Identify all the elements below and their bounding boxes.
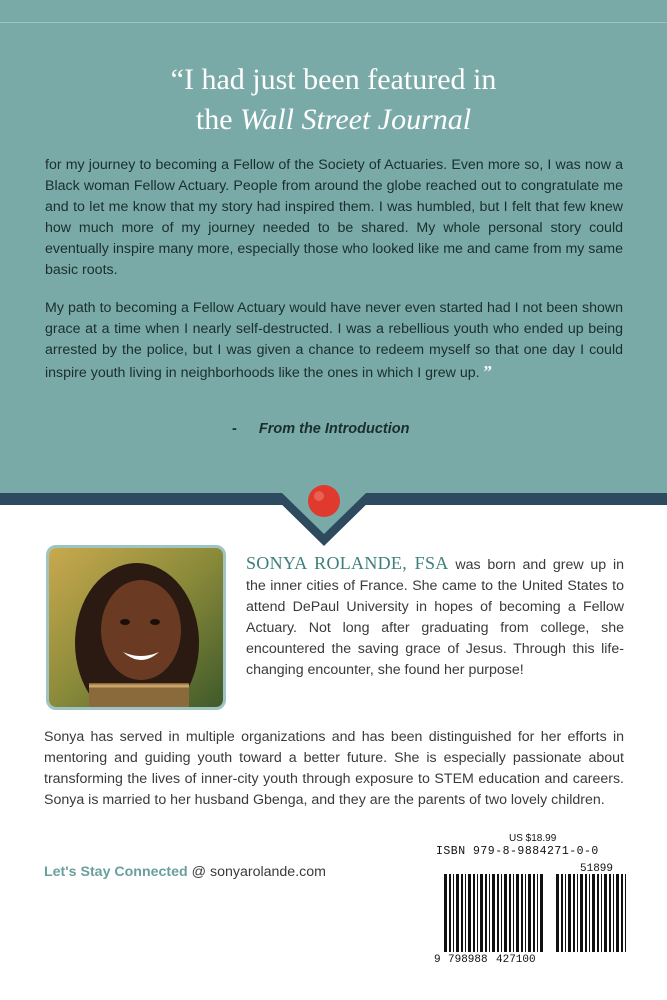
headline-journal: Wall Street Journal (240, 103, 472, 136)
barcode-bar (589, 874, 590, 952)
connect-line (44, 864, 326, 880)
barcode-bar (453, 874, 454, 952)
ean-left-digits: 798988 (448, 954, 488, 966)
barcode-bar (568, 874, 571, 952)
barcode-bar (621, 874, 623, 952)
ean-bars (444, 874, 543, 952)
author-bio-text: was born and grew up in the inner cities of France. She came to the United States to attend DePaul University in hopes of becoming a Fellow Actuary. Not long after graduating from college, she encountered the saving grace of Jesus. Through this life-changing encounter, she found her purpose! (246, 557, 624, 678)
red-dot-highlight (314, 491, 324, 501)
barcode-bar (504, 874, 507, 952)
barcode-bar (492, 874, 495, 952)
quote-paragraph-1: for my journey to becoming a Fellow of the Society of Actuaries. Even more so, I was now a Black woman Fellow Actuary. People from around the globe reached out to congratulate me and to let me know that my story had inspired them. I was humbled, but I felt that few knew how much more of my journey needed to be shared. My whole personal story could eventually inspire many more, especially those who looked like me and came from my same basic roots. (45, 157, 624, 278)
barcode-bar (556, 874, 559, 952)
top-rule (0, 22, 667, 23)
headline-line1: I had just been featured in (183, 63, 497, 96)
author-bio-2: Sonya has served in multiple organizations and has been distinguished for her efforts in mentoring and guiding youth toward a better future. She is especially passionate about transforming the lives of inner-city youth through exposure to STEM education and careers. Sonya is married to her husband Gbenga, and they are the parents of two lovely children. (44, 729, 624, 808)
barcode-bar (521, 874, 523, 952)
open-quote-mark: “ (170, 63, 184, 96)
quote-source (232, 421, 409, 437)
barcode-bar (468, 874, 471, 952)
author-name: SONYA ROLANDE, FSA (246, 553, 449, 573)
barcode-bar (616, 874, 619, 952)
source-dash: - (232, 421, 237, 437)
barcode-bar (489, 874, 490, 952)
barcode-bar (537, 874, 538, 952)
barcode-bar (485, 874, 487, 952)
barcode-bar (461, 874, 463, 952)
quote-paragraph-2 (45, 298, 623, 384)
barcode-bar (497, 874, 499, 952)
barcode-bar (480, 874, 483, 952)
barcode-bar (565, 874, 566, 952)
source-text: From the Introduction (258, 421, 410, 437)
barcode-bar (625, 874, 626, 952)
barcode-bar (604, 874, 607, 952)
barcode-bar (585, 874, 587, 952)
barcode-bar (601, 874, 602, 952)
barcode-bar (501, 874, 502, 952)
isbn-barcode (432, 858, 632, 968)
divider-notch (0, 470, 667, 550)
barcode-bar (473, 874, 475, 952)
ean-right-digits: 427100 (496, 954, 536, 966)
barcode-bar (509, 874, 511, 952)
barcode-bar (580, 874, 583, 952)
barcode-bar (449, 874, 451, 952)
barcode-bar (609, 874, 611, 952)
isbn-text: ISBN 979-8-9884271-0-0 (436, 845, 599, 858)
ean-first-digit: 9 (434, 954, 441, 966)
connect-label: Let's Stay Connected (44, 864, 188, 880)
price-label: US $18.99 (509, 833, 557, 844)
barcode-bar (613, 874, 614, 952)
price-code: 51899 (580, 863, 614, 875)
barcode-bar (597, 874, 599, 952)
quote-paragraph-2-text: My path to becoming a Fellow Actuary would have never even started had I not been shown grace at a time when I nearly self-destructed. I was a rebellious youth who ended up being arrested by the police, but I was given a chance to redeem myself so that one day I could inspire youth living in neighborhoods like the ones in which I grew up. (45, 300, 623, 381)
barcode-bar (528, 874, 531, 952)
barcode-bar (525, 874, 526, 952)
connect-handle[interactable]: @ sonyarolande.com (187, 864, 326, 880)
author-bio (246, 553, 624, 681)
close-quote-mark: ” (483, 362, 493, 381)
barcode-bar (513, 874, 514, 952)
barcode-bar (573, 874, 575, 952)
barcode-bar (561, 874, 563, 952)
barcode-bar (465, 874, 466, 952)
barcode-bar (444, 874, 447, 952)
barcode-bar (540, 874, 543, 952)
portrait-illustration (49, 548, 223, 707)
barcode-bar (592, 874, 595, 952)
barcode-bar (577, 874, 578, 952)
red-dot-icon (308, 485, 340, 517)
barcode-bar (533, 874, 535, 952)
author-portrait (46, 545, 226, 710)
barcode-bar (477, 874, 478, 952)
headline-the: the (195, 103, 233, 136)
barcode-bar (456, 874, 459, 952)
pull-quote-headline (0, 60, 667, 140)
barcode-bar (516, 874, 519, 952)
